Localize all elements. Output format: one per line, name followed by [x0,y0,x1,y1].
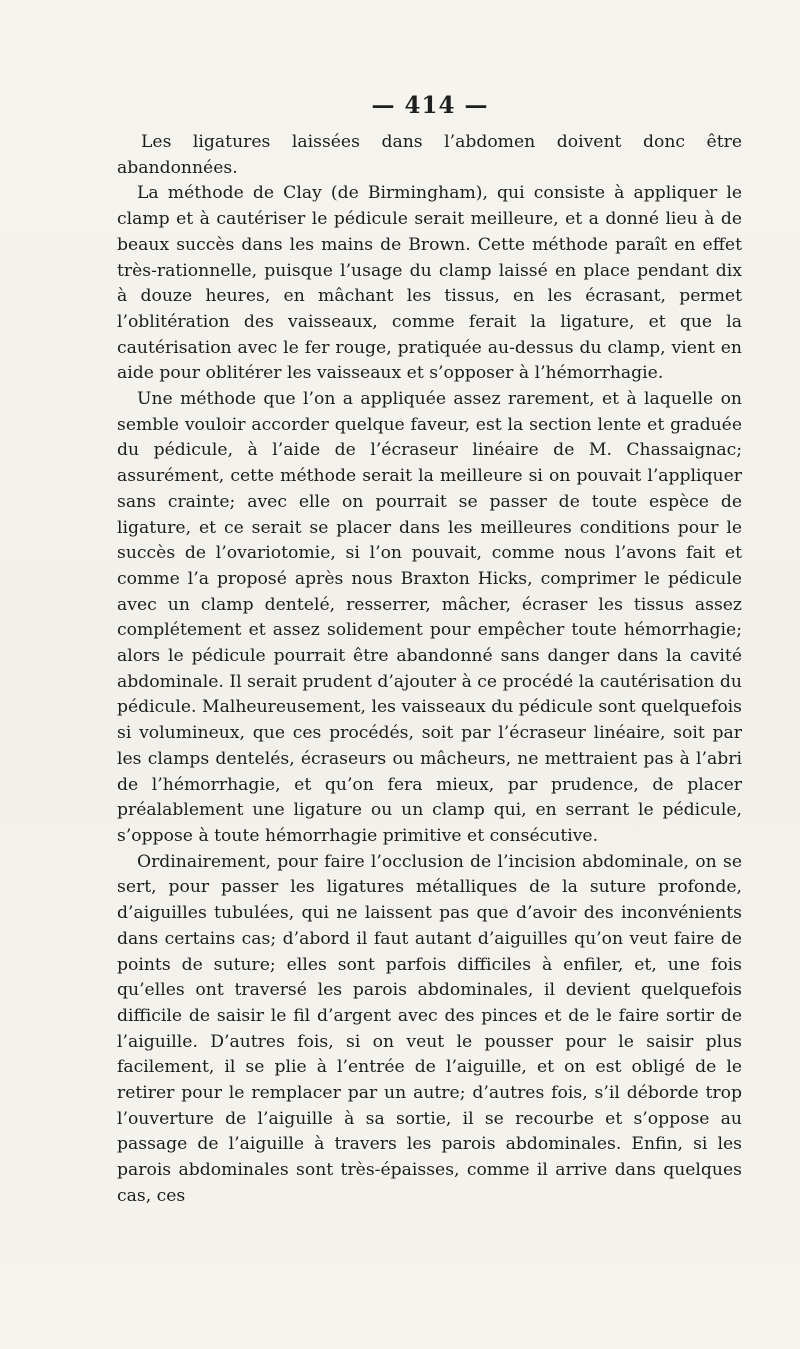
body-text [117,130,742,1210]
paragraph: Ordinairement, pour faire l’occlusion de l’incision abdominale, on se sert, pour passer les ligatures métalliques de la suture profonde, d’aiguilles tubulées, qui ne laissent pas que d’avoir des inconvénients dans certains cas; d’abord il faut autant d’aiguilles qu’on veut faire de points de suture; elles sont parfois difficiles à enfiler, et, une fois qu’elles ont traversé les parois abdominales, il devient quelquefois difficile de saisir le fil d’argent avec des pinces et de le faire sortir de l’aiguille. D’autres fois, si on veut le pousser pour le saisir plus facilement, il se plie à l’entrée de l’aiguille, et on est obligé de le retirer pour le remplacer par un autre; d’autres fois, s’il déborde trop l’ouverture de l’aiguille à sa sortie, il se recourbe et s’oppose au passage de l’aiguille à travers les parois abdominales. Enfin, si les parois abdominales sont très-épaisses, comme il arrive dans quelques cas, ces [117,851,742,1206]
paragraph: Une méthode que l’on a appliquée assez rarement, et à laquelle on semble vouloir accorder quelque faveur, est la section lente et graduée du pédicule, à l’aide de l’écraseur linéaire de M. Chassaignac; assurément, cette méthode serait la meilleure si on pouvait l’appliquer sans crainte; avec elle on pourrait se passer de toute espèce de ligature, et ce serait se placer dans les meilleures conditions pour le succès de l’ovariotomie, si l’on pouvait, comme nous l’avons fait et comme l’a proposé après nous Braxton Hicks, comprimer le pédicule avec un clamp dentelé, resserrer, mâcher, écraser les tissus assez complétement et assez solidement pour empêcher toute hémorrhagie; alors le pédicule pourrait être abandonné sans danger dans la cavité abdominale. Il serait prudent d’ajouter à ce procédé la cautérisation du pédicule. Malheureusement, les vaisseaux du pédicule sont quelquefois si volumineux, que ces procédés, soit par l’écraseur linéaire, soit par les clamps dentelés, écraseurs ou mâcheurs, ne mettraient pas à l’abri de l’hémorrhagie, et qu’on fera mieux, par prudence, de placer préalablement une ligature ou un clamp qui, en serrant le pédicule, s’oppose à toute hémorrhagie primitive et consécutive. [117,389,742,846]
paragraph: Les ligatures laissées dans l’abdomen doivent donc être abandonnées. [117,132,742,178]
page-number: — 414 — [371,92,489,119]
paragraph: La méthode de Clay (de Birmingham), qui consiste à appliquer le clamp et à cautériser le pédicule serait meilleure, et a donné lieu à de beaux succès dans les mains de Brown. Cette méthode paraît en effet très-rationnelle, puisque l’usage du clamp laissé en place pendant dix à douze heures, en mâchant les tissus, en les écrasant, permet l’oblitération des vaisseaux, comme ferait la ligature, et que la cautérisation avec le fer rouge, pratiquée au-dessus du clamp, vient en aide pour oblitérer les vaisseaux et s’opposer à l’hémorrhagie. [117,183,742,384]
